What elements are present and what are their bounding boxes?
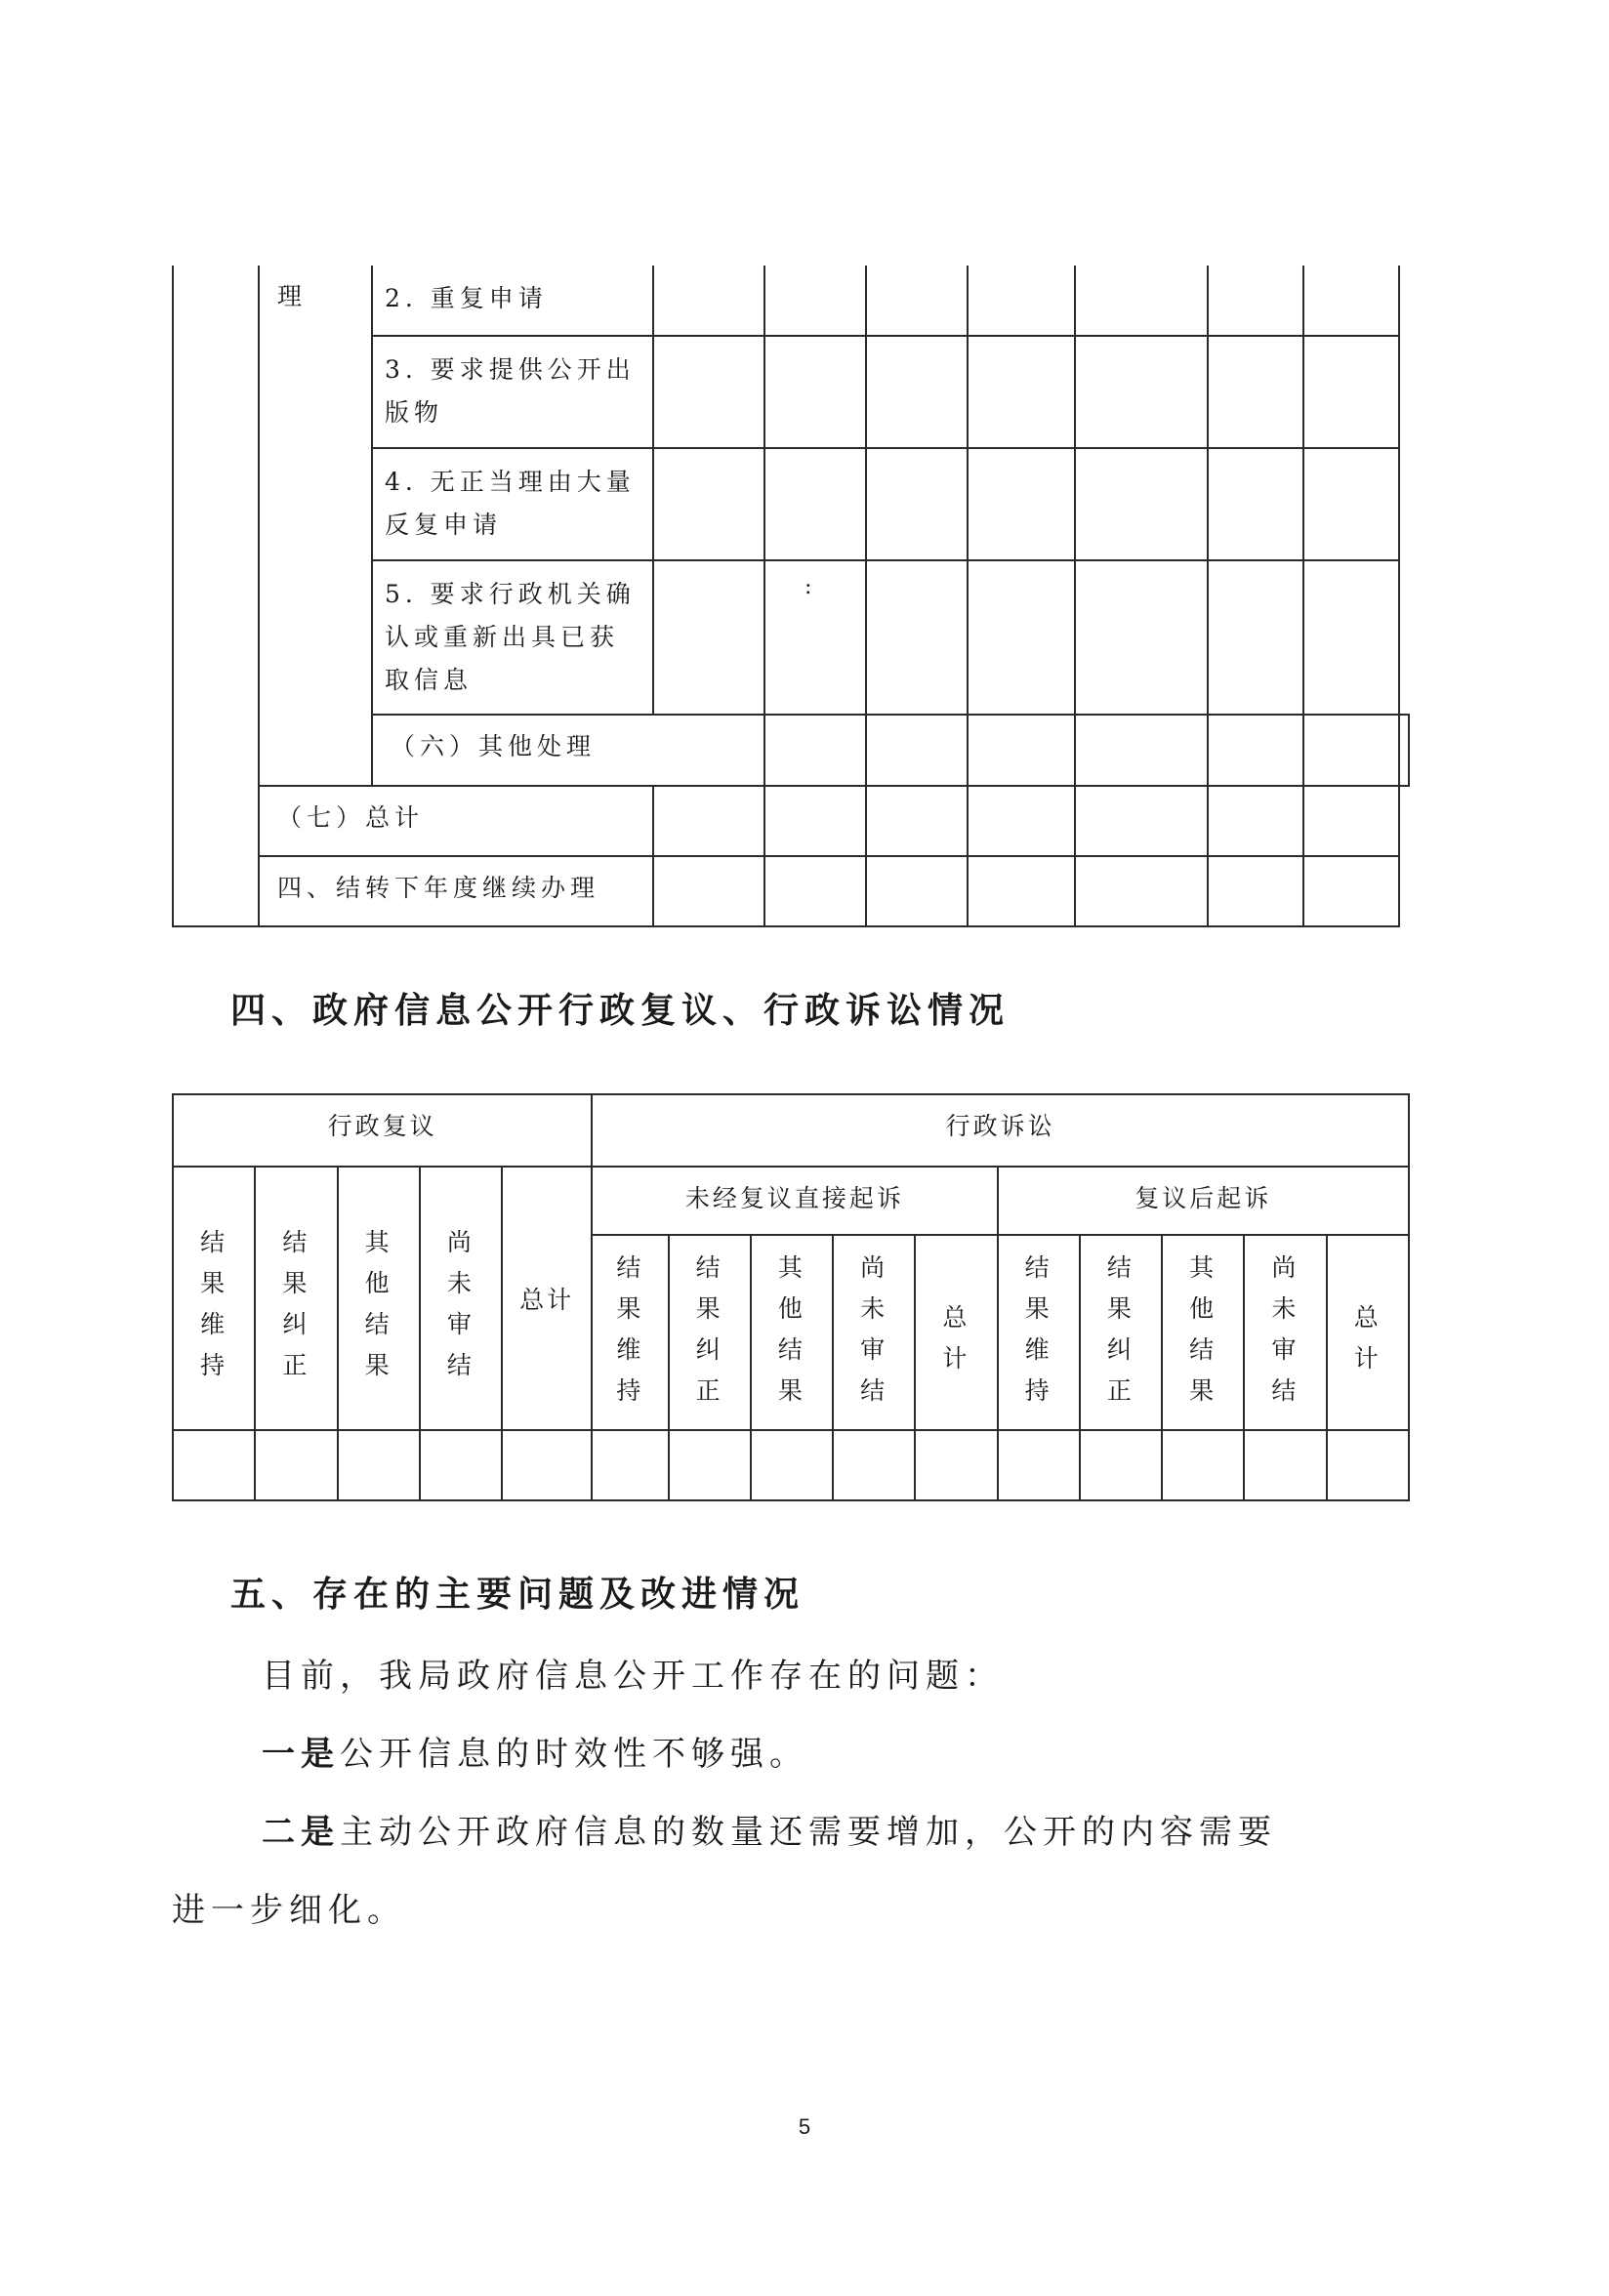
col-header-other: 其 他 结 果 xyxy=(1162,1235,1244,1430)
value-cell xyxy=(1075,266,1208,336)
value-cell xyxy=(968,786,1075,856)
table-row xyxy=(173,856,1409,926)
value-cell xyxy=(1303,448,1399,560)
value-cell xyxy=(833,1430,915,1500)
issue-2-marker: 二是 xyxy=(262,1813,340,1852)
issue-2-continuation: 进一步细化。 xyxy=(172,1891,406,1930)
col-header-maintain: 结 果 维 持 xyxy=(592,1235,668,1430)
value-cell xyxy=(173,1430,255,1500)
value-cell xyxy=(1303,560,1399,715)
value-cell xyxy=(764,336,866,448)
value-cell xyxy=(502,1430,592,1500)
value-cell xyxy=(1208,715,1303,786)
value-cell xyxy=(764,560,866,715)
value-cell xyxy=(653,448,764,560)
continuation-table xyxy=(172,266,1410,927)
value-cell xyxy=(1303,336,1399,448)
value-cell xyxy=(1208,560,1303,715)
row-label: 2. 重复申请 xyxy=(372,266,653,336)
col-header-corrected: 结 果 纠 正 xyxy=(255,1167,337,1430)
value-cell xyxy=(764,715,866,786)
col-header-other: 其 他 结 果 xyxy=(338,1167,420,1430)
stray-mark: : xyxy=(804,575,812,599)
value-cell xyxy=(968,448,1075,560)
row-label: 5. 要求行政机关确认或重新出具已获取信息 xyxy=(372,560,653,715)
value-cell xyxy=(1080,1430,1162,1500)
col-header-pending: 尚 未 审 结 xyxy=(833,1235,915,1430)
value-cell xyxy=(1303,266,1399,336)
value-cell xyxy=(653,560,764,715)
value-cell xyxy=(764,786,866,856)
value-cell xyxy=(866,715,968,786)
value-cell xyxy=(764,266,866,336)
col-header-maintain: 结 果 维 持 xyxy=(173,1167,255,1430)
value-cell xyxy=(968,266,1075,336)
value-cell xyxy=(1303,715,1399,786)
issue-2-paragraph xyxy=(262,1808,1277,1857)
col-header-total: 总 计 xyxy=(1327,1235,1409,1430)
value-cell xyxy=(866,560,968,715)
value-cell xyxy=(653,336,764,448)
value-cell xyxy=(968,560,1075,715)
section-5-heading: 五、存在的主要问题及改进情况 xyxy=(230,1574,805,1615)
issue-2-text: 主动公开政府信息的数量还需要增加，公开的内容需要 xyxy=(340,1813,1277,1852)
value-cell xyxy=(1399,715,1409,786)
value-cell xyxy=(764,856,866,926)
value-cell xyxy=(866,856,968,926)
issue-1-marker: 一是 xyxy=(262,1735,340,1774)
section-4-heading: 四、政府信息公开行政复议、行政诉讼情况 xyxy=(230,990,1011,1031)
value-cell xyxy=(1075,448,1208,560)
col-header-pending: 尚 未 审 结 xyxy=(1244,1235,1326,1430)
value-cell xyxy=(866,266,968,336)
outer-group-cell xyxy=(173,266,259,926)
row-label: （六）其他处理 xyxy=(372,715,764,786)
value-cell xyxy=(915,1430,997,1500)
value-cell xyxy=(1303,856,1399,926)
row-label: 4. 无正当理由大量反复申请 xyxy=(372,448,653,560)
value-cell xyxy=(255,1430,337,1500)
row-label: 四、结转下年度继续办理 xyxy=(259,856,653,926)
value-cell xyxy=(866,786,968,856)
table-row xyxy=(173,786,1409,856)
issue-1-paragraph xyxy=(262,1730,808,1779)
value-cell xyxy=(420,1430,502,1500)
value-cell xyxy=(653,856,764,926)
value-cell xyxy=(653,266,764,336)
post-review-suit-header: 复议后起诉 xyxy=(998,1167,1409,1235)
value-cell xyxy=(968,336,1075,448)
value-cell xyxy=(1075,856,1208,926)
value-cell xyxy=(998,1430,1080,1500)
admin-review-header: 行政复议 xyxy=(173,1094,592,1167)
col-header-other: 其 他 结 果 xyxy=(751,1235,833,1430)
table-row xyxy=(173,1094,1409,1167)
value-cell xyxy=(968,856,1075,926)
value-cell xyxy=(1208,448,1303,560)
value-cell xyxy=(1075,560,1208,715)
value-cell xyxy=(592,1430,668,1500)
table-row xyxy=(173,266,1409,336)
value-cell xyxy=(653,786,764,856)
review-litigation-table xyxy=(172,1093,1410,1501)
table-row xyxy=(173,1167,1409,1235)
col-header-pending: 尚 未 审 结 xyxy=(420,1167,502,1430)
value-cell xyxy=(764,448,866,560)
value-cell xyxy=(1075,786,1208,856)
group-label-cell: 理 xyxy=(259,266,372,786)
col-header-maintain: 结 果 维 持 xyxy=(998,1235,1080,1430)
col-header-total: 总 计 xyxy=(915,1235,997,1430)
value-cell xyxy=(1244,1430,1326,1500)
value-cell xyxy=(669,1430,751,1500)
intro-paragraph: 目前，我局政府信息公开工作存在的问题： xyxy=(262,1657,1004,1696)
issue-1-text: 公开信息的时效性不够强。 xyxy=(340,1735,808,1774)
row-label: 3. 要求提供公开出版物 xyxy=(372,336,653,448)
value-cell xyxy=(1208,336,1303,448)
value-cell xyxy=(1303,786,1399,856)
value-cell xyxy=(1075,336,1208,448)
value-cell xyxy=(1075,715,1208,786)
value-cell xyxy=(968,715,1075,786)
value-cell xyxy=(866,448,968,560)
table-row xyxy=(173,1430,1409,1500)
col-header-total: 总计 xyxy=(502,1167,592,1430)
value-cell xyxy=(1208,786,1303,856)
value-cell xyxy=(1208,266,1303,336)
row-label: （七）总计 xyxy=(259,786,653,856)
value-cell xyxy=(751,1430,833,1500)
admin-litigation-header: 行政诉讼 xyxy=(592,1094,1409,1167)
value-cell xyxy=(866,336,968,448)
col-header-corrected: 结 果 纠 正 xyxy=(1080,1235,1162,1430)
value-cell xyxy=(338,1430,420,1500)
page-number: 5 xyxy=(798,2114,811,2139)
direct-suit-header: 未经复议直接起诉 xyxy=(592,1167,997,1235)
value-cell xyxy=(1162,1430,1244,1500)
col-header-corrected: 结 果 纠 正 xyxy=(669,1235,751,1430)
value-cell xyxy=(1208,856,1303,926)
value-cell xyxy=(1327,1430,1409,1500)
